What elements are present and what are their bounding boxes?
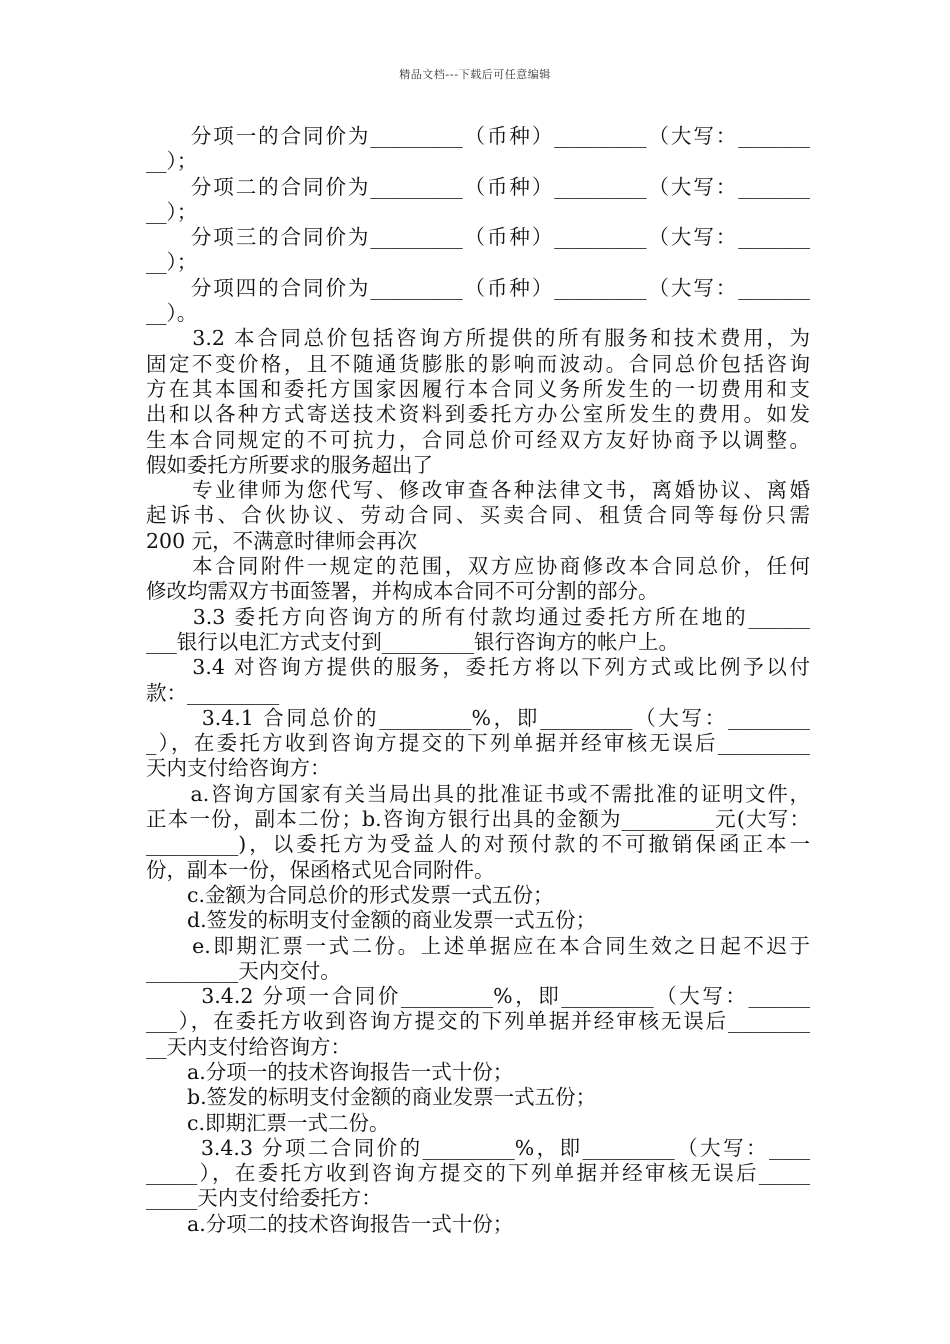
text-line: 3.4.1 合同总价的_________%，即_________（大写：________ [146,705,810,730]
text-line: __天内支付给咨询方： [146,1034,351,1059]
text-line: 固定不变价格，且不随通货膨胀的影响而波动。合同总价包括咨询 [146,351,810,376]
text-line: b.签发的标明支付金额的商业发票一式五份； [146,1085,597,1110]
text-line: 3.4.3 分项二合同价的_________%，即_________（大写：____ [146,1135,810,1160]
text-line: 200 元，不满意时律师会再次 [146,528,418,553]
text-line: __）； [146,149,198,174]
text-line: _____），在委托方收到咨询方提交的下列单据并经审核无误后_____ [146,1161,810,1186]
text-line: ___），在委托方收到咨询方提交的下列单据并经审核无误后________ [146,1009,810,1034]
text-line: 3.3 委托方向咨询方的所有付款均通过委托方所在地的______ [146,604,810,629]
document-body [146,124,810,1237]
text-line: 天内支付给咨询方： [146,756,331,781]
text-line: 正本一份，副本二份；b.咨询方银行出具的金额为_________元(大写： [146,807,810,832]
text-line: 生本合同规定的不可抗力，合同总价可经双方友好协商予以调整。 [146,427,810,452]
text-line: 3.4.2 分项一合同价_________%，即_________（大写：______ [146,984,810,1009]
text-line: a.咨询方国家有关当局出具的批准证书或不需批准的证明文件， [146,781,810,806]
text-line: 分项二的合同价为_________（币种）_________（大写：_______ [146,174,810,199]
text-line: _________)，以委托方为受益人的对预付款的不可撤销保函正本一 [146,832,810,857]
text-line: c.即期汇票一式二份。 [146,1110,390,1135]
text-line: 起诉书、合伙协议、劳动合同、买卖合同、租赁合同等每份只需 [146,503,810,528]
text-line: 出和以各种方式寄送技术资料到委托方办公室所发生的费用。如发 [146,402,810,427]
text-line: _____天内支付给委托方： [146,1186,382,1211]
text-line: c.金额为合同总价的形式发票一式五份； [146,882,554,907]
text-line: __）； [146,199,198,224]
text-line: 分项一的合同价为_________（币种）_________（大写：_______ [146,124,810,148]
text-line: 3.2 本合同总价包括咨询方所提供的所有服务和技术费用，为 [146,326,810,351]
text-line: __）； [146,250,198,275]
text-line: 款：_________ [146,680,280,705]
page-header: 精品文档---下载后可任意编辑 [399,68,551,81]
text-line: a.分项二的技术咨询报告一式十份； [146,1211,514,1236]
text-line: 方在其本国和委托方国家因履行本合同义务所发生的一切费用和支 [146,376,810,401]
text-line: 专业律师为您代写、修改审查各种法律文书，离婚协议、离婚 [146,478,810,503]
text-line: 修改均需双方书面签署，并构成本合同不可分割的部分。 [146,579,659,604]
text-line: d.签发的标明支付金额的商业发票一式五份； [146,908,597,933]
text-line: 3.4 对咨询方提供的服务，委托方将以下列方式或比例予以付 [146,655,810,680]
text-line: 假如委托方所要求的服务超出了 [146,452,433,477]
text-line: __）。 [146,301,198,326]
text-line: _________天内交付。 [146,958,341,983]
text-line: ___银行以电汇方式支付到_________银行咨询方的帐户上。 [146,629,679,654]
text-line: 分项三的合同价为_________（币种）_________（大写：_______ [146,225,810,250]
text-line: 份，副本一份，保函格式见合同附件。 [146,857,495,882]
text-line: 本合同附件一规定的范围，双方应协商修改本合同总价，任何 [146,554,810,579]
text-line: _），在委托方收到咨询方提交的下列单据并经审核无误后_________ [146,731,810,756]
text-line: a.分项一的技术咨询报告一式十份； [146,1059,514,1084]
text-line: e.即期汇票一式二份。上述单据应在本合同生效之日起不迟于 [146,933,810,958]
text-line: 分项四的合同价为_________（币种）_________（大写：_______ [146,275,810,300]
